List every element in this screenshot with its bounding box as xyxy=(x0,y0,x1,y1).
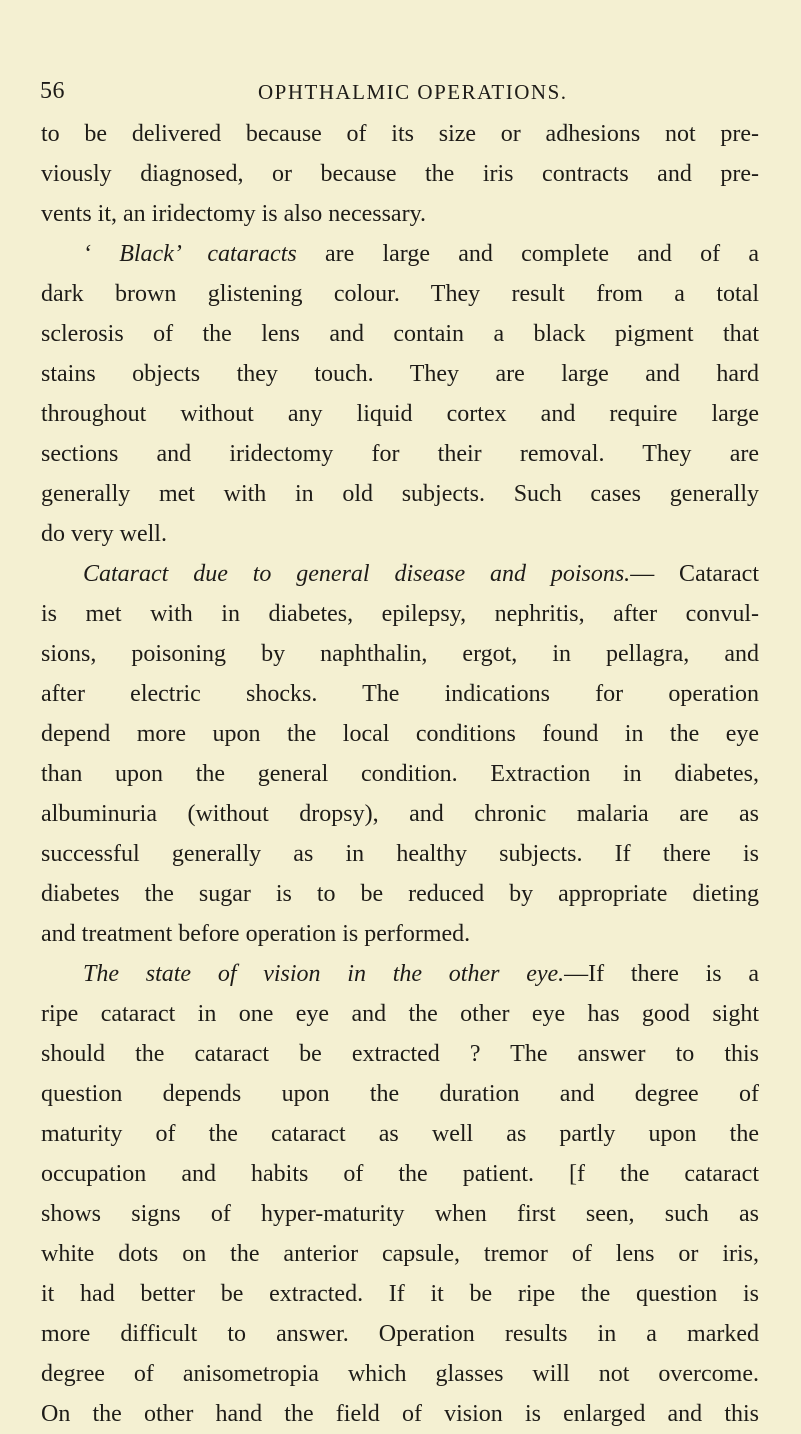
paragraph-first-line xyxy=(41,234,759,274)
text-run: — Cataract xyxy=(630,561,760,587)
text-run: —If there is a xyxy=(564,961,760,987)
text-line: occupation and habits of the patient. [f the cataract xyxy=(41,1161,759,1187)
text-line: white dots on the anterior capsule, tremor of lens or iris, xyxy=(41,1241,759,1267)
text-line: viously diagnosed, or because the iris contracts and pre- xyxy=(41,161,759,187)
text-line: more difficult to answer. Operation results in a marked xyxy=(41,1321,759,1347)
text-line: to be delivered because of its size or adhesions not pre- xyxy=(41,121,759,147)
text-line: than upon the general condition. Extraction in diabetes, xyxy=(41,761,759,787)
text-run: are large and complete and of a xyxy=(296,241,759,267)
text-line: maturity of the cataract as well as partly upon the xyxy=(41,1121,759,1147)
text-line: do very well. xyxy=(41,521,167,547)
running-title: OPHTHALMIC OPERATIONS. xyxy=(258,80,568,104)
text-line: should the cataract be extracted ? The answer to this xyxy=(41,1041,759,1067)
running-head xyxy=(0,78,801,110)
text-line: stains objects they touch. They are large and hard xyxy=(41,361,759,387)
page-number: 56 xyxy=(40,78,65,104)
text-line: On the other hand the field of vision is enlarged and this xyxy=(41,1401,759,1427)
body-text xyxy=(41,114,759,1434)
text-line: sections and iridectomy for their removal. They are xyxy=(41,441,759,467)
paragraph-first-line xyxy=(41,554,759,594)
text-line: it had better be extracted. If it be ripe the question is xyxy=(41,1281,759,1307)
text-line: successful generally as in healthy subjects. If there is xyxy=(41,841,759,867)
text-line: shows signs of hyper-maturity when first seen, such as xyxy=(41,1201,759,1227)
text-line: vents it, an iridectomy is also necessary. xyxy=(41,201,427,227)
text-line: generally met with in old subjects. Such cases generally xyxy=(41,481,759,507)
text-line: dark brown glistening colour. They result from a total xyxy=(41,281,759,307)
text-line: albuminuria (without dropsy), and chronic malaria are as xyxy=(41,801,759,827)
text-line: throughout without any liquid cortex and require large xyxy=(41,401,759,427)
text-line: diabetes the sugar is to be reduced by appropriate dieting xyxy=(41,881,759,907)
text-line: after electric shocks. The indications for operation xyxy=(41,681,759,707)
text-line: sions, poisoning by naphthalin, ergot, in pellagra, and xyxy=(41,641,759,667)
text-line: ripe cataract in one eye and the other eye has good sight xyxy=(41,1001,759,1027)
paragraph-first-line xyxy=(41,954,759,994)
text-line: and treatment before operation is performed. xyxy=(41,921,471,947)
section-heading-black-cataracts: ‘ Black’ cataracts xyxy=(83,241,297,267)
text-line: question depends upon the duration and degree of xyxy=(41,1081,759,1107)
section-heading-general-disease: Cataract due to general disease and poisons. xyxy=(83,561,631,587)
section-heading-other-eye: The state of vision in the other eye. xyxy=(83,961,565,987)
text-line: depend more upon the local conditions found in the eye xyxy=(41,721,759,747)
text-line: degree of anisometropia which glasses will not overcome. xyxy=(41,1361,759,1387)
text-line: sclerosis of the lens and contain a black pigment that xyxy=(41,321,759,347)
text-line: is met with in diabetes, epilepsy, nephritis, after convul- xyxy=(41,601,759,627)
